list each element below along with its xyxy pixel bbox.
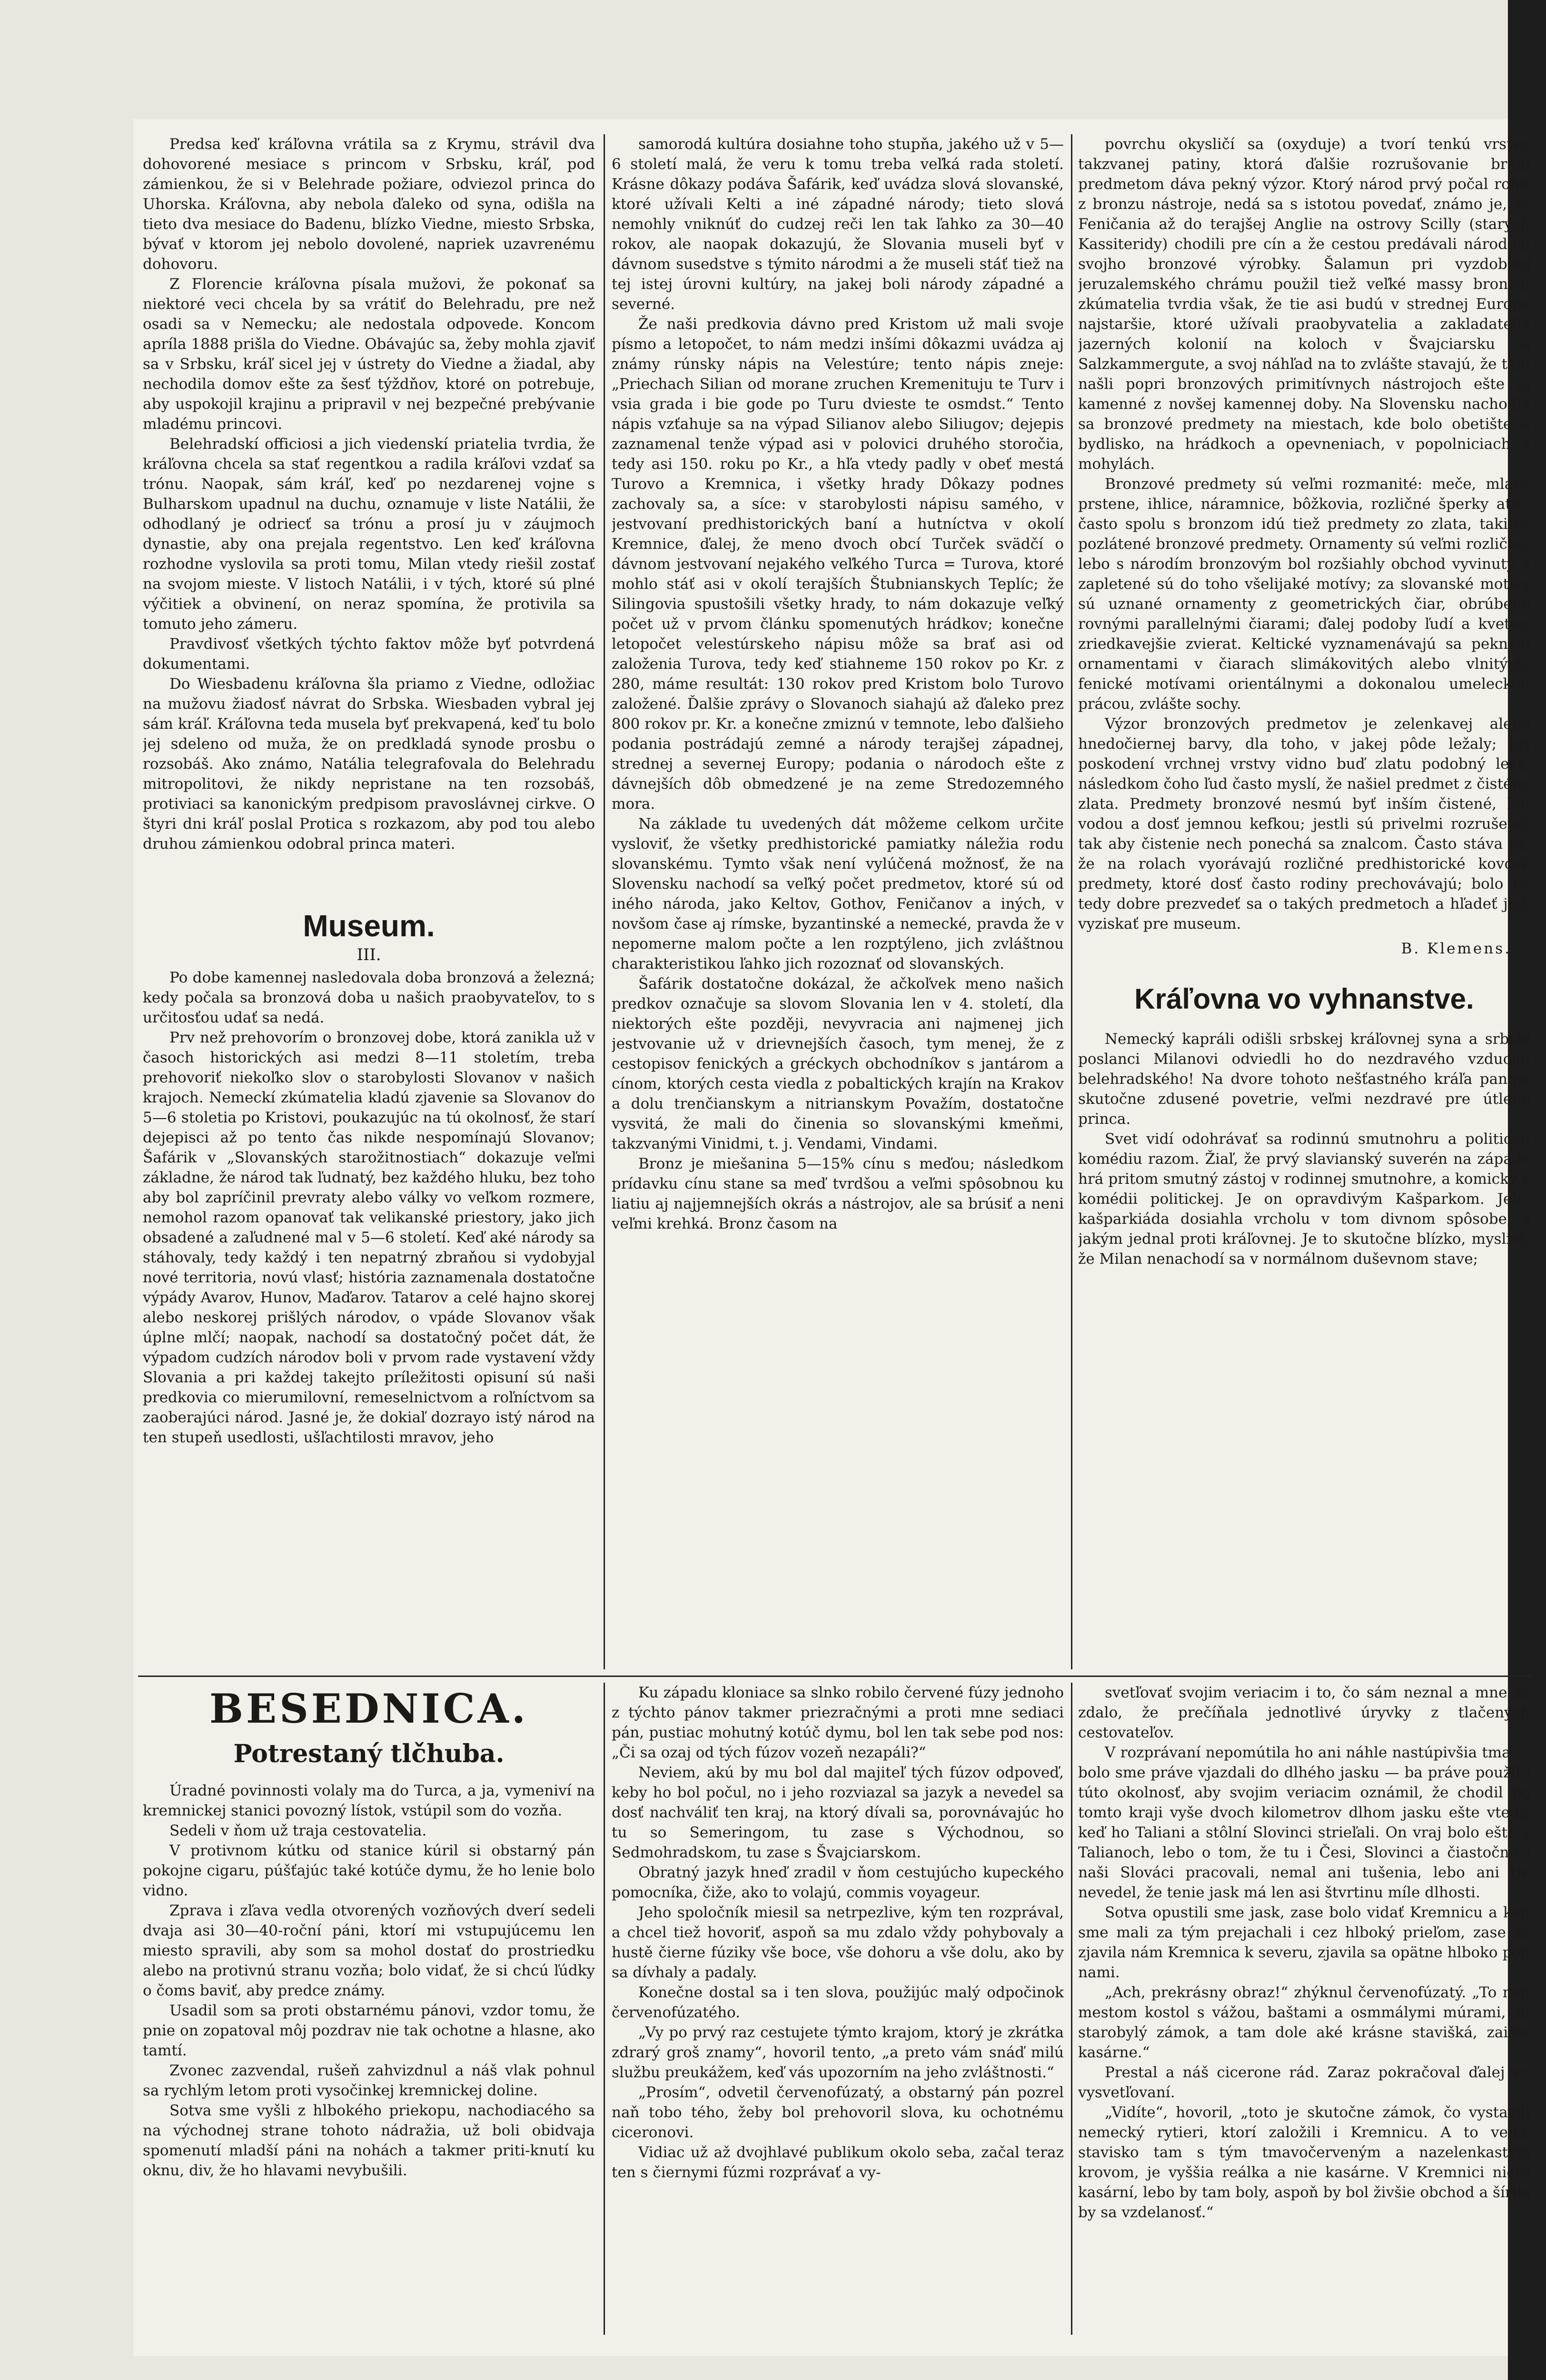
museum-text bbox=[143, 968, 595, 1448]
besednica-text-2 bbox=[612, 1683, 1064, 2182]
column-rule-1 bbox=[604, 134, 605, 1669]
museum-title: Museum. bbox=[303, 909, 435, 943]
paragraph: V protivnom kútku od stanice kúril si obstarný pán pokojne cigaru, púšťajúc také kotúče dymu, že ho lenie bolo vidno. bbox=[143, 1842, 595, 1899]
left-article-text bbox=[143, 134, 595, 854]
paragraph: Pravdivosť všetkých týchto faktov môže byť potvrdená dokumentami. bbox=[143, 635, 595, 673]
paragraph: Neviem, akú by mu bol dal majiteľ tých fúzov odpoveď, keby ho bol počul, no i jeho rozviazal sa jazyk a nevedel sa dosť nachváliť ten kraj, na ktorý dívali sa, porovnávajúc ho tu so Semeringom, tu zase s Východnou, so Sedmohradskom, tu zase s Švajciarskom. bbox=[612, 1764, 1064, 1861]
paragraph: Do Wiesbadenu kráľovna šla priamo z Viedne, odložiac na mužovu žiadosť návrat do Srbska. Wiesbaden vybral jej sám kráľ. Kráľovna teda musela byť prekvapená, keď tu bolo jej sdeleno od muža, že on predkladá synode prosbu o rozsobáš. Ako známo, Natália telegrafovala do Belehradu mitropolitovi, že nikdy nepristane na ten rozsobáš, protiviaci sa kanonickým predpisom pravoslávnej cirkve. O štyri dni kráľ poslal Protica s rozkazom, aby pod tou alebo druhou zámienkou odobral princa materi. bbox=[143, 675, 595, 853]
paragraph: Predsa keď kráľovna vrátila sa z Krymu, strávil dva dohovorené mesiace s princom v Srbsku, kráľ, pod zámienkou, že si v Belehrade požiare, odviezol princa do Uhorska. Kráľovna, aby nebola ďaleko od syna, odišla na tieto dva mesiace do Badenu, blízko Viedne, miesto Srbska, bývať v ktorom jej nebolo dovolené, napriek uzavrenému dohovoru. bbox=[143, 136, 595, 273]
paragraph: Na základe tu uvedených dát môžeme celkom určite vysloviť, že všetky predhistorické pamiatky náležia rodu slovanskému. Tymto však není vylúčená možnosť, že na Slovensku nachodí sa veľký počet predmetov, ktoré sú od iného národa, jako Keltov, Gothov, Feničanov a iných, v novšom čase aj rímske, byzantinské a nemecké, pravda že v nepomerne malom počte a len rozptýleno, jich zvláštnou charakteristikou ľahko jich rozoznať od slovanských. bbox=[612, 815, 1064, 972]
paragraph: Usadil som sa proti obstarnému pánovi, vzdor tomu, že pnie on zopatoval môj pozdrav nie tak ochotne a hlasne, ako tamtí. bbox=[143, 2002, 595, 2059]
column-rule-2 bbox=[1071, 134, 1072, 1669]
paragraph: „Vy po prvý raz cestujete týmto krajom, ktorý je zkrátka zdrarý groš znamy“, hovoril tento, „a preto vám snáď milú službu preukážem, keď vás upozorním na jeho zvláštnosti.“ bbox=[612, 2024, 1064, 2081]
paragraph: Vidiac už až dvojhlavé publikum okolo seba, začal teraz ten s čiernymi fúzmi rozprávať a vy- bbox=[612, 2144, 1064, 2181]
besednica-text-3 bbox=[1078, 1683, 1530, 2222]
besednica-col-2 bbox=[612, 1683, 1064, 2340]
besednica-text-1 bbox=[143, 1781, 595, 2181]
paragraph: svetľovať svojim veriacim i to, čo sám neznal a mne sa zdalo, že prečíňala jednotlivé úryvky z tlačených cestovateľov. bbox=[1078, 1684, 1530, 1741]
paragraph: Bronz je miešanina 5—15% cínu s meďou; následkom prídavku cínu stane sa meď tvrdšou a veľmi spôsobnou ku liatiu aj najjemnejších okrás a nástrojov, ale sa brúsiť a neni veľmi krehká. Bronz časom na bbox=[612, 1155, 1064, 1232]
paragraph: povrchu okysličí sa (oxyduje) a tvorí tenkú vrstvu takzvanej patiny, ktorá ďalšie rozrušovanie bráni predmetom dáva pekný výzor. Ktorý národ prvý počal robiť z bronzu nástroje, nedá sa s istotou povedať, známo je, že Feničania až do terajšej Anglie na ostrovy Scilly (starých Kassiteridy) chodili pre cín a že cestou predávali národom svojho bronzové výrobky. Šalamun pri vyzdobení jeruzalemského chrámu použil tiež veľké massy bronzu; zkúmatelia tvrdia však, že tie asi budú v strednej Europe najstaršie, ktoré užívali praobyvatelia a zakladatelia jazerných kolonií na koloch v Švajciarsku a Salzkammergute, a svoj náhľad na to zvlášte stavajú, že tam našli popri bronzových primitívnych nástrojoch ešte aj kamenné z novšej kamennej doby. Na Slovensku nachodia sa bronzové predmety na miestach, kde bolo obetište a bydlisko, na hrádkoch a opevneniach, v popolniciach a mohylách. bbox=[1078, 136, 1530, 473]
besednica-rule-2 bbox=[1071, 1683, 1072, 2335]
paragraph: Bronzové predmety sú veľmi rozmanité: meče, mlaty, prstene, ihlice, náramnice, bôžkovia, rozličné šperky atď.; často spolu s bronzom idú tiež predmety zo zlata, takitež pozlátené bronzové predmety. Ornamenty sú veľmi rozličné, lebo s národím bronzovým bol rozšiahly obchod vyvinutý a zapletené sú do toho všelijaké motívy; za slovanské motívy sú uznané ornamenty z geometrických čiar, obrúbené rovnými parallelnými čiarami; ďalej podoby ľudí a kvetov, zriedkavejšie zvierat. Keltické vyznamenávajú sa pekným ornamentami v čiarach slimákovitých alebo vlnitých, fenické motívami orientálnymi a dokonalou umeleckou prácou, zvlášte sochy. bbox=[1078, 476, 1530, 713]
paragraph: Z Florencie kráľovna písala mužovi, že pokonať sa niektoré veci chcela by sa vrátiť do Belehradu, pre než osadi sa v Nemecku; ale nedostala odpovede. Koncom apríla 1888 prišla do Viedne. Obávajúc sa, žeby mohla zjaviť sa v Srbsku, kráľ sicel jej v ústrety do Viedne a žiadal, aby nechodila domov ešte za šesť týždňov, ktoré on potrebuje, aby uspokojil krajinu a pripravil v nej bezpečné prebývanie mladému princovi. bbox=[143, 276, 595, 433]
article2-title: Kráľovna vo vyhnanstve. bbox=[1134, 983, 1474, 1015]
paragraph: Obratný jazyk hneď zradil v ňom cestujúcho kupeckého pomocníka, čiže, ako to volajú, commis voyageur. bbox=[612, 1864, 1064, 1901]
paragraph: Že naši predkovia dávno pred Kristom už mali svoje písmo a letopočet, to nám medzi inšími dôkazmi uvádza aj známy rúnsky nápis na Velestúre; tento nápis zneje: „Priechach Silian od morane zruchen Kremenituju te Turv i vsia grada i bie gode po Turu dvieste te osmdst.“ Tento nápis vzťahuje sa na výpad Silianov alebo Siliugov; dejepis zaznamenal tenže výpad asi v polovici druhého storočia, tedy asi 150. roku po Kr., a hľa vtedy padly v obeť mestá Turovo a Kremnica, i všetky hrady Dôkazy podnes zachovaly sa, a síce: v starobylosti nápisu samého, v jestvovaní predhistorických baní a hutníctva v okolí Kremnice, ďalej, že meno dvoch obcí Turček svädčí o dávnom jestvovaní nejakého veľkého Turca = Turova, ktoré mohlo stáť asi v okolí terajších Štubnianskych Teplíc; že Silingovia spustošili všetky hrady, to nám dokazuje veľký počet už v prvom článku spomenutých hrádkov; konečne letopočet velestúrskeho nápisu môže sa brať asi od založenia Turova, tedy keď stiahneme 150 rokov po Kr. z 280, máme resultát: 130 rokov pred Kristom bolo Turovo založené. Ďalšie zprávy o Slovanoch siahajú až ďaleko prez 800 rokov pr. Kr. a konečne zmiznú v temnote, lebo ďalšieho podania postrádajú zemné a národy terajšej západnej, strednej a severnej Europy; podania o národoch ešte z dávnejších dôb obmedzené je na zeme Stredozemného mora. bbox=[612, 316, 1064, 813]
paragraph: Zprava i zľava vedla otvorených vozňových dverí sedeli dvaja asi 30—40-roční páni, ktorí mi vstupujúcemu len miesto spravili, aby som sa mohol dostať do prostriedku alebo na protivnú stranu vozňa; bolo vidať, že si chcú ľúdky o čoms baviť, aby predce známy. bbox=[143, 1902, 595, 1999]
author-signature: B. Klemens. bbox=[1401, 940, 1511, 957]
besednica-rule-1 bbox=[604, 1683, 605, 2335]
paragraph: „Vidíte“, hovoril, „toto je skutočne zámok, čo vystavili nemecký rytieri, ktorí založili i Kremnicu. A to veľké stavisko tam s tým tmavočerveným a nazelenkastým krovom, je vyššia reálka a nie kasárne. V Kremnici nieto kasární, lebo by tam boly, aspoň by bol živšie obchod a šírila by sa vzdelanosť.“ bbox=[1078, 2104, 1530, 2221]
paragraph: Svet vidí odohrávať sa rodinnú smutnohru a politickú komédiu razom. Žiaľ, že prvý slavianský suverén na západe hrá pritom smutný zástoj v rodinnej smutnohre, a komický v komédii politickej. Je on opravdivým Kašparkom. Jeho kašparkiáda dosiahla vrcholu v tom divnom spôsobe, s jakým jednal proti kráľovnej. Je to skutočne blízko, myslieť, že Milan nenachodí sa v normálnom duševnom stave; bbox=[1078, 1130, 1530, 1268]
paragraph: Úradné povinnosti volaly ma do Turca, a ja, vymeniví na kremnickej stanici povozný lístok, vstúpil som do vozňa. bbox=[143, 1782, 595, 1819]
besednica-col-3 bbox=[1078, 1683, 1530, 2340]
paragraph: „Ach, prekrásny obraz!“ zhýknul červenofúzatý. „To nad mestom kostol s vážou, baštami a osmmálymi múrami, sú starobylý zámok, a tam dole aké krásne stavišká, zaiste kasárne.“ bbox=[1078, 1984, 1530, 2061]
paragraph: Ku západu kloniace sa slnko robilo červené fúzy jednoho z týchto pánov takmer priezračnými a proti mne sediaci pán, pustiac mohutný kotúč dymu, bol len tak sebe pod nos: „Či sa ozaj od tých fúzov vozeň nezapáli?“ bbox=[612, 1684, 1064, 1761]
museum-subtitle: III. bbox=[357, 945, 381, 964]
paragraph: Výzor bronzových predmetov je zelenkavej alebo hnedočiernej barvy, dla toho, v jakej pôde ležaly; pri poskodení vrchnej vrstvy vidno buď zlatu podobný lesk, následkom čoho ľud často myslí, že našiel predmet z čistého zlata. Predmety bronzové nesmú byť inším čistené, len vodou a dosť jemnou kefkou; jestli sú privelmi rozrušené, tak aby čistenie nech ponechá sa znalcom. Často stáva sa, že na rolach vyorávajú rozličné predhistorické kovové predmety, ktoré dosť často rodiny prechovávajú; bolo by tedy dobre prezvedeť sa o takých predmetoch a hľadeť jich vyziskať pre museum. bbox=[1078, 715, 1530, 932]
right-column bbox=[1078, 134, 1530, 1672]
museum-section bbox=[143, 907, 595, 1673]
paragraph: Šafárik dostatočne dokázal, že ačkoľvek meno našich predkov označuje sa slovom Slovania len v 4. století, dla niektorých ešte později, nevyvracia ani najmenej jich jestvovanie už v drievnejších časoch, tym menej, že z cestopisov fenických a gréckych obchodníkov s jantárom a cínom, ktorých cesta viedla z pobaltických krajín na Krakov a dolu trenčianskym a nitrianskym Považím, dostatočne vysvitá, že mali do činenia so slovanskými kmeňmi, takzvanými Vinidmi, t. j. Vendami, Vindami. bbox=[612, 975, 1064, 1152]
paragraph: Zvonec zazvendal, rušeň zahvizdnul a náš vlak pohnul sa rychlým letom proti vysočinkej kremnickej doline. bbox=[143, 2062, 595, 2099]
story-title: Potrestaný tlčhuba. bbox=[233, 1739, 505, 1768]
paragraph: Prv než prehovorím o bronzovej dobe, ktorá zanikla už v časoch historických asi medzi 8—11 stoletím, treba prehovoriť niekoľko slov o starobylosti Slovanov v našich krajoch. Nemeckí zkúmatelia kladú zjavenie sa Slovanov do 5—6 stoletia po Kristovi, poukazujúc na tú okolnosť, že starí dejepisci až po tento čas nikde nespomínajú Slovanov; Šafárik v „Slovanských starožitnostiach“ dokazuje veľmi základne, že národ tak ľudnatý, bez každého hluku, bez toho aby bol zapríčinil prevraty alebo války vo veľkom rozmere, nemohol razom opanovať tak velikanské priestory, jako jich obsadené a zaľudnené mal v 5—6 století. Keď aké národy sa stáhovaly, tedy každý i ten nepatrný zbraňou si vydobyjal nové territoria, novú vlasť; história zaznamenala dostatočne výpády Avarov, Hunov, Maďarov. Tatarov a celé hajno skorej alebo neskorej prišlých národov, o vpáde Slovanov však úplne mlčí; naopak, nachodí sa dostatočný počet dát, že výpadom cudzích národov boli v prvom rade vystavení vždy Slovania a pri každej takejto príležitosti opisuní sú naši predkovia co mierumilovní, remeselnictvom a roľníctvom sa zaoberajúci národ. Jasné je, že dokiaľ dozrayo istý národ na ten stupeň usedlosti, ušľachtilosti mravov, jeho bbox=[143, 1029, 595, 1446]
paragraph: Sotva sme vyšli z hlbokého priekopu, nachodiacého sa na východnej strane tohoto nádražia, už boli obidvaja spomenutí mladší páni na nohách a takmer priti-knutí ku oknu, div, že ho hlavami nevybušili. bbox=[143, 2102, 595, 2179]
paragraph: Sedeli v ňom už traja cestovatelia. bbox=[169, 1822, 427, 1839]
middle-column bbox=[612, 134, 1064, 1672]
paragraph: „Prosím“, odvetil červenofúzatý, a obstarný pán pozrel naň tobo tého, žeby bol prehovoril slova, ku ochotnému ciceronovi. bbox=[612, 2084, 1064, 2141]
paragraph: samorodá kultúra dosiahne toho stupňa, jakého už v 5—6 století malá, že veru k tomu treba veľká rada století. Krásne dôkazy podáva Šafárik, keď uvádza slová slovanské, ktoré užívali Kelti a iné západné národy; tieto slová nemohly vniknúť do cudzej reči len tak ľahko za 30—40 rokov, ale naopak dokazujú, že Slovania museli byť v dávnom susedstve s týmito národmi a že museli stáť tiež na tej istej úrovni kultúry, na jakej boli národy západné a severné. bbox=[612, 136, 1064, 313]
paragraph: Po dobe kamennej nasledovala doba bronzová a železná; kedy počala sa bronzová doba u našich praobyvateľov, to s určitosťou udať sa nedá. bbox=[143, 969, 595, 1026]
paragraph: Konečne dostal sa i ten slova, použijúc malý odpočinok červenofúzatého. bbox=[612, 1984, 1064, 2021]
paragraph: Jeho spoločník miesil sa netrpezlive, kým ten rozprával, a chcel tiež hovoriť, aspoň sa mu zdalo vždy pohybovaly a hustě čierne fúziky vše boce, vše dohoru a vše dolu, ako by sa dívhaly a padaly. bbox=[612, 1904, 1064, 1981]
paragraph: Prestal a náš cicerone rád. Zaraz pokračoval ďalej vo vysvetľovaní. bbox=[1078, 2064, 1530, 2101]
paragraph: Sotva opustili sme jask, zase bolo vidať Kremnicu a keď sme mali za tým prejachali i cez hlboký prieľom, zase sa zjavila nám Kremnica k severu, zjavila sa opätne hlboko pod nami. bbox=[1078, 1904, 1530, 1981]
besednica-col-1 bbox=[143, 1683, 595, 2340]
paragraph: Belehradskí officiosi a jich viedenskí priatelia tvrdia, že kráľovna chcela sa stať regentkou a radila kráľovi vzdať sa trónu. Naopak, sám kráľ, keď po nezdarenej vojne s Bulharskom upadnul na duchu, oznamuje v liste Natálii, že odhodlaný je odriecť sa trónu a prosí ju v záujmoch dynastie, aby ona prejala regentstvo. Len keď kráľovna rozhodne vyslovila sa proti tomu, Milan vtedy riešil zostať na svojom mieste. V listoch Natálii, i v tých, ktoré sú plné výčitiek a obvinení, on neraz spomína, že protivila sa tomuto jeho zámeru. bbox=[143, 436, 595, 633]
left-column bbox=[143, 134, 595, 920]
besednica-title: BESEDNICA. bbox=[209, 1685, 528, 1732]
article2-text bbox=[1078, 1029, 1530, 1269]
paragraph: V rozprávaní nepomútila ho ani náhle nastúpivšia tma — bolo sme práve vjazdali do dlhého jasku — ba práve použil i túto okolnosť, aby svojim veriacim oznámil, že chodil po tomto kraji vyše dvoch kilometrov dlhom jasku ešte vtedy, keď ho Taliani a stôlní Slovinci strieľali. On vraj bolo ešte v Talianoch, lebo o tom, že tu i Česi, Slovinci a čiastočne i naši Slováci pracovali, nemal ani tušenia, lebo ani tie nevedel, že tenie jask má len asi štvrtinu míle dlhosti. bbox=[1078, 1744, 1530, 1901]
middle-article-text bbox=[612, 134, 1064, 1234]
section-divider bbox=[138, 1676, 1533, 1677]
right-article-text bbox=[1078, 134, 1530, 934]
paragraph: Nemecký kapráli odišli srbskej kráľovnej syna a srbskí poslanci Milanovi odviedli ho do nezdravého vzduchu belehradského! Na dvore tohoto nešťastného kráľa panuje skutočne zdusené povetrie, veľmi nezdravé pre útleho princa. bbox=[1078, 1031, 1530, 1128]
